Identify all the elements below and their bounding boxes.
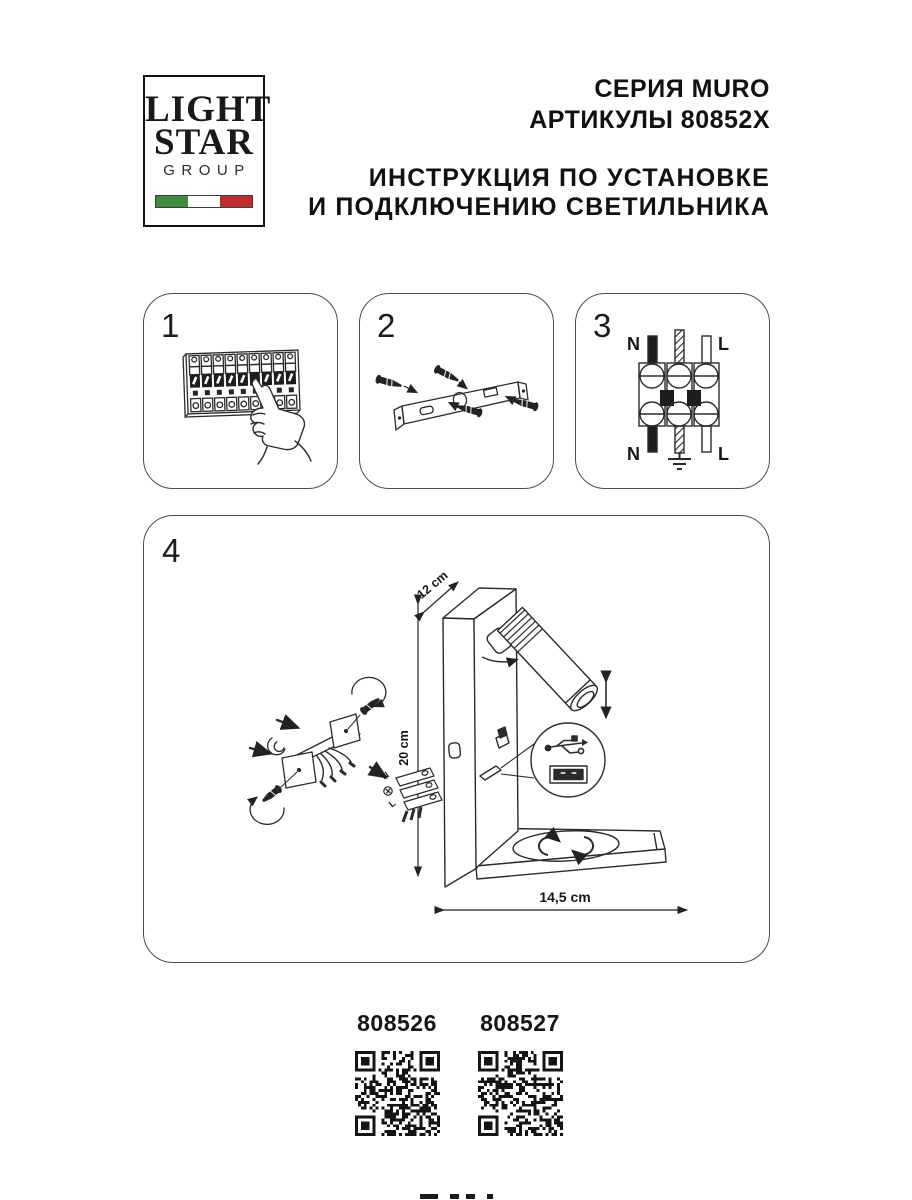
logo-word-light: LIGHT xyxy=(145,89,272,130)
insert-arrow-icon xyxy=(250,748,268,753)
rotation-arrow-icon xyxy=(352,677,386,706)
dimension-height-label: 20 cm xyxy=(397,730,411,766)
product-right xyxy=(477,1010,563,1141)
terminal-connector-drawing xyxy=(380,768,442,822)
document-header xyxy=(308,74,770,222)
ground-symbol-icon xyxy=(668,453,691,469)
breaker-panel-illustration xyxy=(144,294,336,487)
article-number: 808526 xyxy=(357,1010,437,1036)
mounting-bracket-illustration xyxy=(360,294,552,487)
italian-flag-icon xyxy=(155,195,253,208)
screws xyxy=(375,364,540,418)
connector-label-n: N xyxy=(379,769,391,782)
lamp-wires xyxy=(317,748,354,786)
usb-callout xyxy=(531,723,605,797)
step-3-panel xyxy=(575,293,770,489)
logo-word-group: GROUP xyxy=(163,162,251,179)
instruction-title-line2: И ПОДКЛЮЧЕНИЮ СВЕТИЛЬНИКА xyxy=(308,193,770,221)
bracket-assembly-drawing xyxy=(250,677,386,824)
qr-code-icon xyxy=(355,1051,440,1136)
label-live-bottom: L xyxy=(718,444,729,464)
step-number: 3 xyxy=(593,307,612,344)
neutral-wire xyxy=(648,336,657,363)
logo-word-star: STAR xyxy=(154,122,254,163)
step-number: 1 xyxy=(161,307,180,344)
ground-symbol-icon xyxy=(384,787,392,795)
step-number: 2 xyxy=(377,307,396,344)
connector-label-l: L xyxy=(386,798,398,810)
label-neutral-top: N xyxy=(627,334,640,354)
label-neutral-bottom: N xyxy=(627,444,640,464)
cropped-text-fragment xyxy=(418,1194,538,1200)
dimension-depth-label: 12 cm xyxy=(414,568,451,602)
step-2-panel xyxy=(359,293,554,489)
flag-red-stripe xyxy=(220,196,252,207)
live-wire xyxy=(702,336,711,363)
circuit-breakers xyxy=(189,352,297,412)
articles-title: АРТИКУЛЫ 80852X xyxy=(529,106,770,134)
step-number: 4 xyxy=(162,532,181,569)
insert-arrow-icon xyxy=(277,720,296,727)
lightstar-logo xyxy=(143,75,272,227)
dimension-width-label: 14,5 cm xyxy=(539,889,591,905)
flag-green-stripe xyxy=(156,196,188,207)
rotation-arrow-icon xyxy=(250,798,284,824)
flag-white-stripe xyxy=(188,196,220,207)
usb-port-icon xyxy=(550,766,587,783)
product-left xyxy=(354,1010,440,1141)
wall-lamp-drawing xyxy=(443,588,666,887)
article-number: 808527 xyxy=(480,1010,560,1036)
series-title: СЕРИЯ MURO xyxy=(594,75,770,103)
terminal-block xyxy=(639,363,719,426)
lamp-assembly-illustration xyxy=(144,516,768,961)
wiring-diagram-illustration xyxy=(576,294,768,487)
label-live-top: L xyxy=(718,334,729,354)
step-4-panel xyxy=(143,515,770,963)
ground-wire xyxy=(675,330,684,363)
qr-code-icon xyxy=(478,1051,563,1136)
step-1-panel xyxy=(143,293,338,489)
instruction-title-line1: ИНСТРУКЦИЯ ПО УСТАНОВКЕ xyxy=(368,164,770,192)
